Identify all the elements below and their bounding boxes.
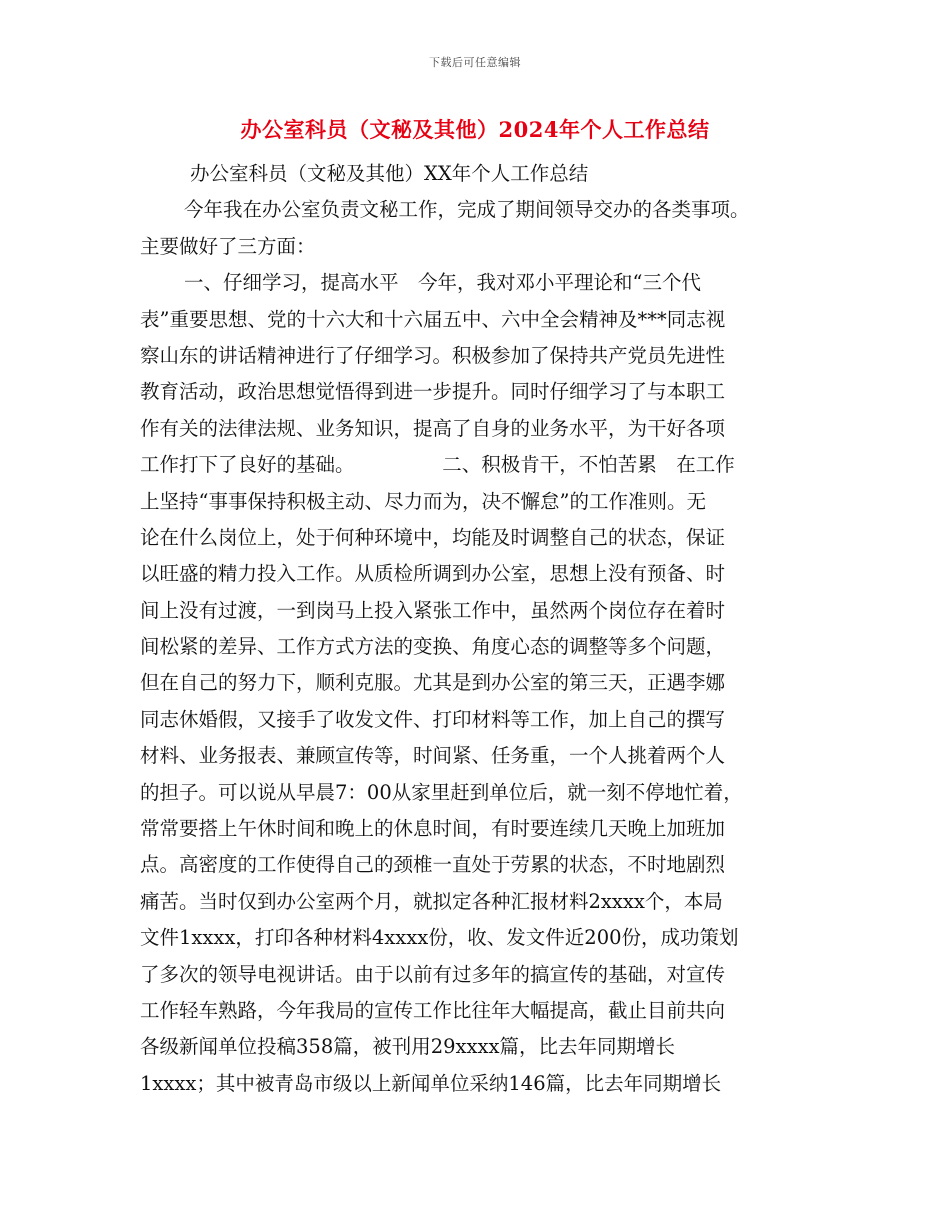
text-line: 表”重要思想、党的十六大和十六届五中、六中全会精神及***同志视 xyxy=(140,307,726,331)
text-line: 材料、业务报表、兼顾宣传等，时间紧、任务重，一个人挑着两个人 xyxy=(140,744,726,768)
text-line: 了多次的领导电视讲话。由于以前有过多年的搞宣传的基础，对宣传 xyxy=(140,962,726,986)
text-line: 工作轻车熟路，今年我局的宣传工作比往年大幅提高，截止目前共向 xyxy=(140,998,726,1022)
text-line: 论在什么岗位上，处于何种环境中，均能及时调整自己的状态，保证 xyxy=(140,525,726,549)
text-line: 教育活动，政治思想觉悟得到进一步提升。同时仔细学习了与本职工 xyxy=(140,380,726,404)
text-line: 痛苦。当时仅到办公室两个月，就拟定各种汇报材料2xxxx个，本局 xyxy=(140,889,723,913)
text-line: 常常要搭上午休时间和晚上的休息时间，有时要连续几天晚上加班加 xyxy=(140,817,726,841)
text-line: 1xxxx；其中被青岛市级以上新闻单位采纳146篇，比去年同期增长 xyxy=(140,1071,722,1095)
text-line: 察山东的讲话精神进行了仔细学习。积极参加了保持共产党员先进性 xyxy=(140,343,726,367)
text-line: 一、仔细学习，提高水平 今年，我对邓小平理论和“三个代 xyxy=(184,271,701,295)
text-line: 间松紧的差异、工作方式方法的变换、角度心态的调整等多个问题， xyxy=(140,635,726,659)
text-line: 点。高密度的工作使得自己的颈椎一直处于劳累的状态，不时地剧烈 xyxy=(140,853,726,877)
text-line: 间上没有过渡，一到岗马上投入紧张工作中，虽然两个岗位存在着时 xyxy=(140,598,726,622)
text-line: 办公室科员（文秘及其他）XX年个人工作总结 xyxy=(190,162,589,185)
text-line: 今年我在办公室负责文秘工作，完成了期间领导交办的各类事项。 xyxy=(184,198,750,222)
text-line: 上坚持“事事保持积极主动、尽力而为，决不懈怠”的工作准则。无 xyxy=(140,489,706,513)
text-line: 文件1xxxx，打印各种材料4xxxx份，收、发文件近200份，成功策划 xyxy=(140,926,739,950)
document-title: 办公室科员（文秘及其他）2024年个人工作总结 xyxy=(240,117,710,142)
text-line: 同志休婚假，又接手了收发文件、打印材料等工作，加上自己的撰写 xyxy=(140,707,726,731)
text-line: 工作打下了良好的基础。 二、积极肯干，不怕苦累 在工作 xyxy=(140,453,735,477)
text-line: 各级新闻单位投稿358篇，被刊用29xxxx篇，比去年同期增长 xyxy=(140,1035,676,1059)
text-line: 的担子。可以说从早晨7：00从家里赶到单位后，就一刻不停地忙着， xyxy=(140,780,743,804)
text-line: 但在自己的努力下，顺利克服。尤其是到办公室的第三天，正遇李娜 xyxy=(140,671,726,695)
text-line: 作有关的法律法规、业务知识，提高了自身的业务水平，为干好各项 xyxy=(140,416,726,440)
text-line: 以旺盛的精力投入工作。从质检所调到办公室，思想上没有预备、时 xyxy=(140,562,726,586)
text-line: 主要做好了三方面： xyxy=(140,234,316,258)
document-body xyxy=(140,156,820,1102)
header-note: 下载后可任意编辑 xyxy=(429,56,521,69)
